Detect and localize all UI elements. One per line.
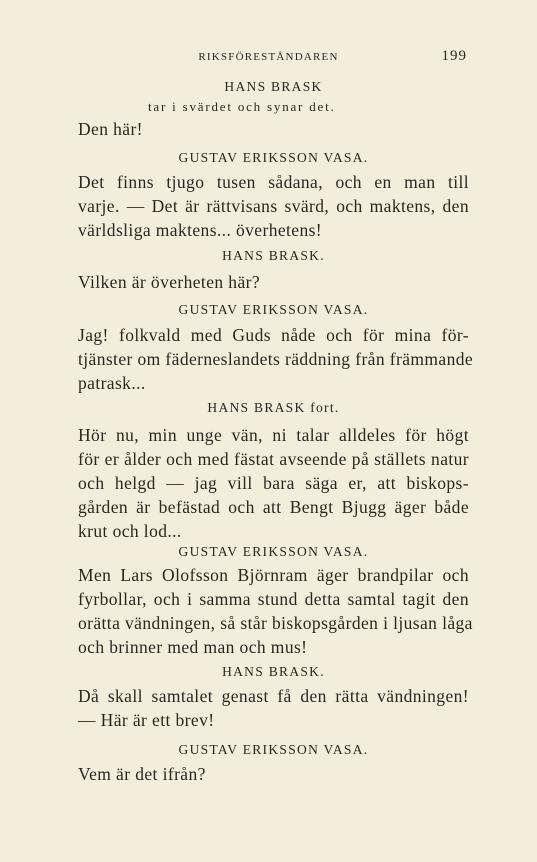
speech-line: för er ålder och med fästat avseende på ställets natur	[78, 449, 469, 469]
running-head	[0, 48, 537, 68]
speech-line: fyrbollar, och i samma stund detta samtal tagit den	[78, 589, 469, 609]
speech-line: krut och lod...	[78, 521, 182, 541]
speech-line: Då skall samtalet genast få den rätta vändningen!	[78, 686, 469, 706]
speech-line: Men Lars Olofsson Björnram äger brandpilar och	[78, 565, 469, 585]
speech-line: och brinner med man och mus!	[78, 637, 308, 657]
speech-block	[78, 762, 469, 786]
speech-line: Den här!	[78, 119, 143, 139]
speech-line: patrask...	[78, 373, 146, 393]
speech-line: Det finns tjugo tusen sådana, och en man till	[78, 172, 469, 192]
stage-direction: tar i svärdet och synar det.	[148, 99, 336, 114]
speech-line: gården är befästad och att Bengt Bjugg äger både	[78, 497, 469, 517]
speaker-name: HANS BRASK	[224, 79, 323, 94]
speech-line: Vilken är överheten här?	[78, 272, 261, 292]
speech-block	[78, 423, 469, 543]
speaker-name: GUSTAV ERIKSSON VASA.	[178, 544, 369, 559]
speech-line: — Här är ett brev!	[78, 710, 215, 730]
speaker-name: HANS BRASK fort.	[207, 400, 340, 415]
speaker-name: GUSTAV ERIKSSON VASA.	[178, 150, 369, 165]
speech-line: orätta vändningen, så står biskopsgården i ljusan låga	[78, 613, 473, 633]
speech-line: och helgd — jag vill bara säga er, att biskops-	[78, 473, 469, 493]
speech-block	[78, 117, 469, 141]
speech-block	[78, 563, 473, 659]
speech-line: tjänster om fäderneslandets räddning från främmande	[78, 349, 474, 369]
speech-line: världsliga maktens... överhetens!	[78, 220, 323, 240]
speaker-name: GUSTAV ERIKSSON VASA.	[178, 302, 369, 317]
speaker-name: GUSTAV ERIKSSON VASA.	[178, 742, 369, 757]
page-number: 199	[441, 48, 467, 64]
speaker-name: HANS BRASK.	[222, 664, 325, 679]
speech-block	[78, 684, 469, 732]
running-title: RIKSFÖRESTÅNDAREN	[198, 51, 339, 63]
speech-line: Hör nu, min unge vän, ni talar alldeles för högt	[78, 425, 469, 445]
speech-block	[78, 170, 469, 242]
speech-line: Jag! folkvald med Guds nåde och för mina för-	[78, 325, 469, 345]
speech-block	[78, 323, 474, 395]
speech-line: varje. — Det är rättvisans svärd, och maktens, den	[78, 196, 469, 216]
speaker-name: HANS BRASK.	[222, 248, 325, 263]
speech-line: Vem är det ifrån?	[78, 764, 206, 784]
speech-block	[78, 270, 469, 294]
